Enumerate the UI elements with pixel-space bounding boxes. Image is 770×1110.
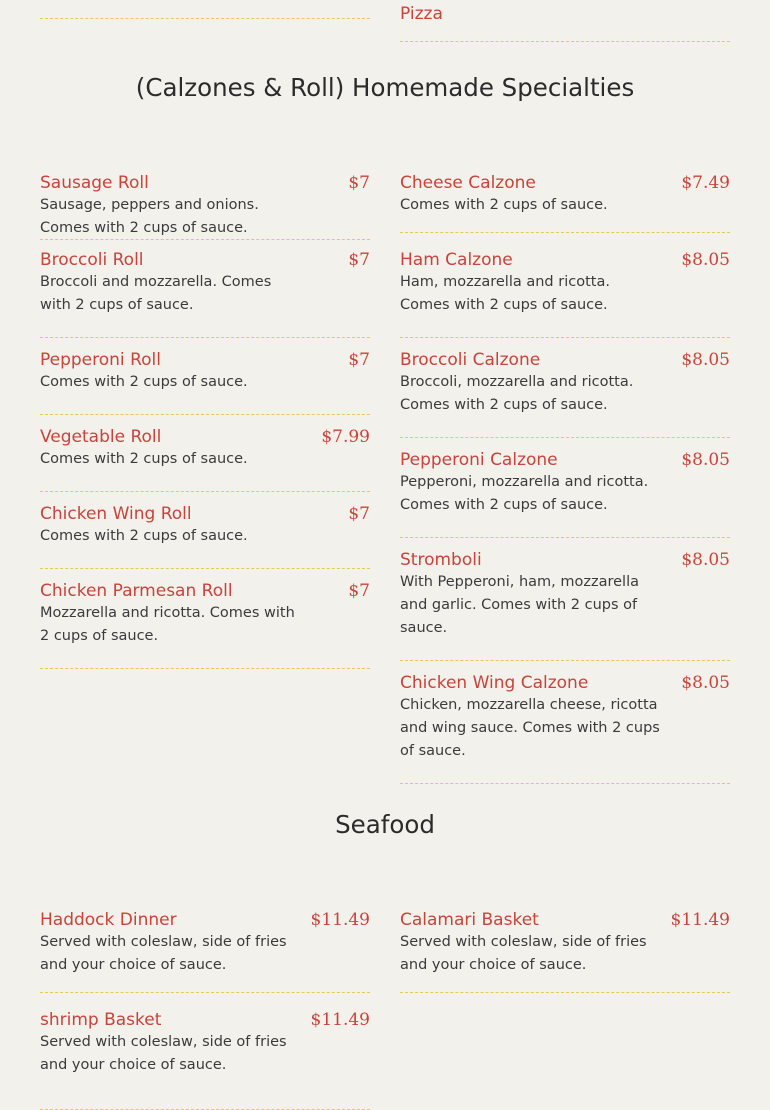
menu-item-price: $7 [348,350,370,370]
menu-item-partial-right [400,0,730,42]
menu-item-price: $8.05 [681,550,730,570]
menu-item-name: Pepperoni Calzone [400,450,558,470]
menu-item-price: $8.05 [681,350,730,370]
menu-item-price: $7 [348,581,370,601]
menu-item-price: $7 [348,250,370,270]
seafood-right-column [400,909,730,993]
menu-item[interactable] [400,672,730,784]
menu-item-desc: Ham, mozzarella and ricotta. Comes with 2 cups of sauce. [400,274,610,313]
menu-item[interactable] [40,426,370,492]
specialties-right-column [400,172,730,784]
menu-item-price: $11.49 [670,910,730,930]
menu-item-name: Stromboli [400,550,482,570]
menu-item[interactable] [40,503,370,569]
menu-item-name: Cheese Calzone [400,173,536,193]
menu-item-desc: Served with coleslaw, side of fries and your choice of sauce. [40,1034,287,1073]
specialties-left-column [40,172,370,669]
menu-item-name: Vegetable Roll [40,427,162,447]
menu-item-price: $8.05 [681,450,730,470]
menu-item-desc: Pepperoni, mozzarella and ricotta. Comes with 2 cups of sauce. [400,474,649,513]
menu-item-desc: Comes with 2 cups of sauce. [40,528,248,544]
menu-item-price: $8.05 [681,673,730,693]
menu-item[interactable] [40,249,370,338]
menu-item[interactable] [400,249,730,338]
menu-item-name: Haddock Dinner [40,910,177,930]
menu-item-desc: Comes with 2 cups of sauce. [40,374,248,390]
menu-item-name: Chicken Parmesan Roll [40,581,233,601]
menu-item-price: $7 [348,173,370,193]
menu-item-desc: Served with coleslaw, side of fries and your choice of sauce. [400,934,647,973]
menu-item-desc: With Pepperoni, ham, mozzarella and garlic. Comes with 2 cups of sauce. [400,574,639,636]
menu-item[interactable] [40,580,370,669]
seafood-left-column [40,909,370,1110]
menu-item-name: Sausage Roll [40,173,149,193]
menu-item-price: $7.49 [681,173,730,193]
menu-item-name: shrimp Basket [40,1010,162,1030]
menu-item-desc: Comes with 2 cups of sauce. [400,197,608,213]
menu-item-name: Chicken Wing Roll [40,504,192,524]
menu-item-price: $11.49 [310,910,370,930]
menu-item-desc: Chicken, mozzarella cheese, ricotta and wing sauce. Comes with 2 cups of sauce. [400,697,660,759]
menu-item[interactable] [40,909,370,993]
section-title-specialties: (Calzones & Roll) Homemade Specialties [135,73,635,102]
menu-item-name: Chicken Wing Calzone [400,673,589,693]
menu-item-price: $11.49 [310,1010,370,1030]
menu-item[interactable] [400,449,730,538]
menu-item-desc: Broccoli, mozzarella and ricotta. Comes with 2 cups of sauce. [400,374,634,413]
menu-item-desc: Sausage, peppers and onions. Comes with 2 cups of sauce. [40,197,259,236]
menu-item-desc: Broccoli and mozzarella. Comes with 2 cups of sauce. [40,274,272,313]
menu-item[interactable] [400,549,730,661]
menu-item-name: Broccoli Roll [40,250,144,270]
menu-item-price: $8.05 [681,250,730,270]
menu-item-partial-left [40,0,370,19]
menu-item-price: $7.99 [321,427,370,447]
menu-item-name: Ham Calzone [400,250,513,270]
section-title-seafood: Seafood [335,810,435,839]
menu-item-price: $7 [348,504,370,524]
menu-item[interactable] [40,349,370,415]
menu-item-name: Broccoli Calzone [400,350,541,370]
menu-item-desc: Mozzarella and ricotta. Comes with 2 cups of sauce. [40,605,295,644]
menu-item[interactable] [400,172,730,233]
menu-item-desc: Served with coleslaw, side of fries and your choice of sauce. [40,934,287,973]
menu-item-name: Pepperoni Roll [40,350,161,370]
menu-item[interactable] [40,172,370,240]
menu-item[interactable] [40,1009,370,1110]
menu-item[interactable] [400,349,730,438]
menu-item[interactable] [400,909,730,993]
menu-item-desc: Comes with 2 cups of sauce. [40,451,248,467]
menu-item-name: Pizza [400,4,443,24]
menu-item-name: Calamari Basket [400,910,539,930]
